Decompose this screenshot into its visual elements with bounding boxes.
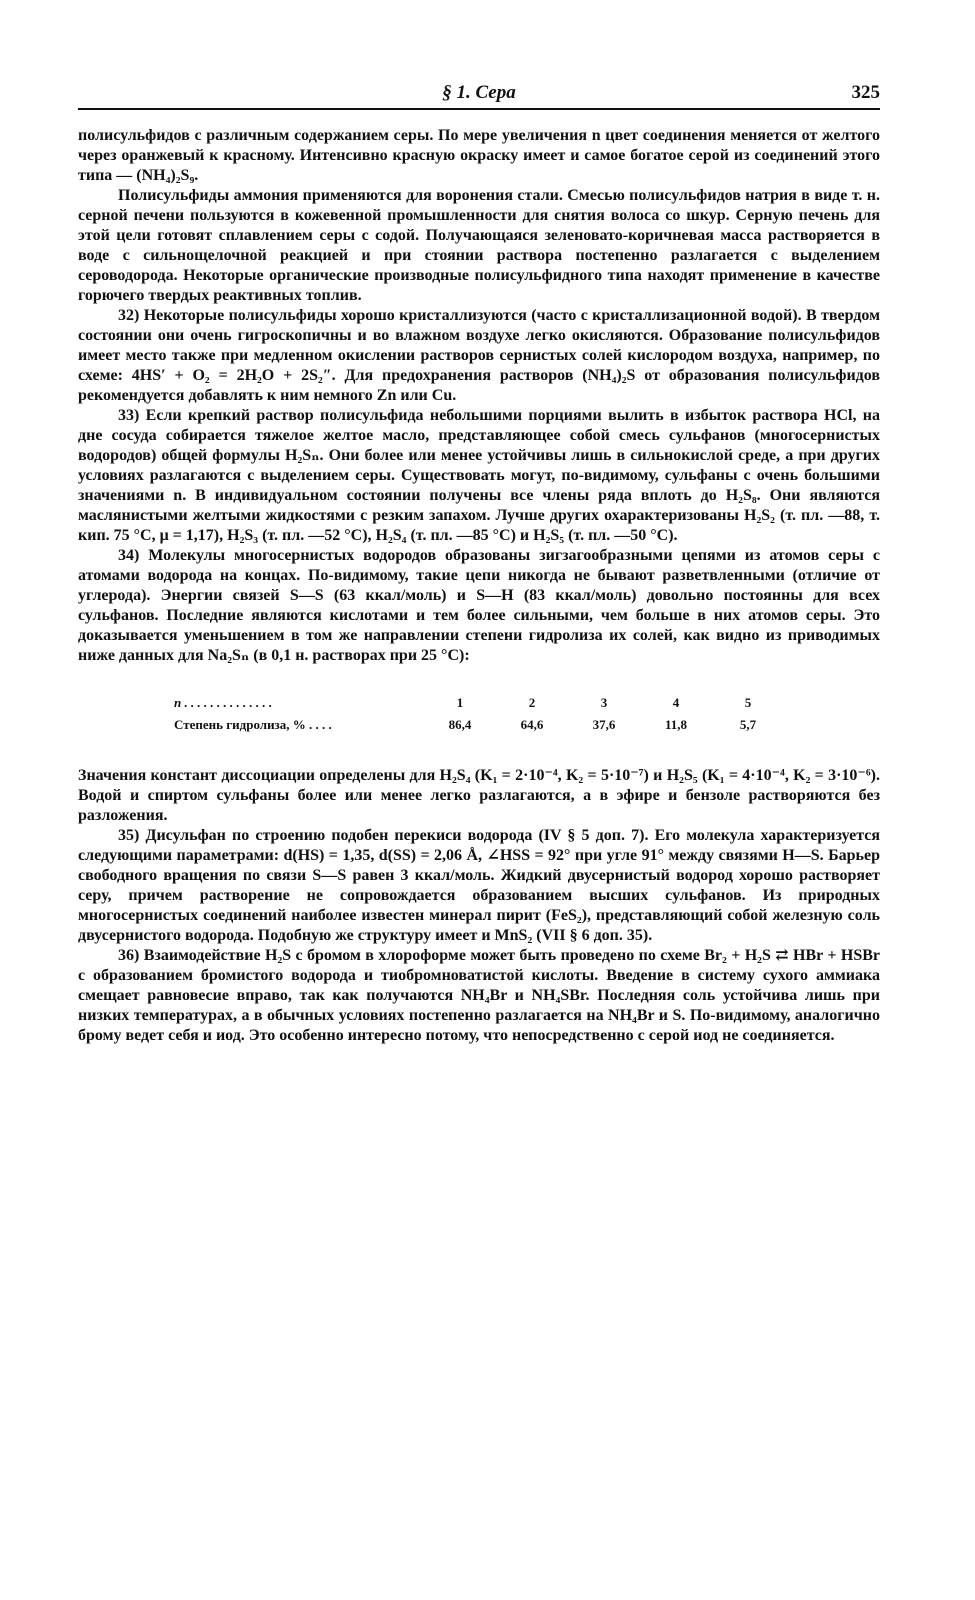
table-row — [174, 692, 880, 714]
table-row-label: n . . . . . . . . . . . . . . — [174, 695, 273, 710]
table-cell: 86,4 — [448, 717, 472, 732]
table-cell: 4 — [672, 695, 680, 710]
table-cell: 5,7 — [739, 717, 757, 732]
paragraph-ammonium-polysulfides: Полисульфиды аммония применяются для воронения стали. Смесью полисульфидов натрия в виде т. н. серной печени пользуются в кожевенной промышленности для снятия волоса со шкур. Серную печень для этой цели готовят сплавлением серы с содой. Получающаяся зеленовато-коричневая масса растворяется в воде с сильнощелочной реакцией и при стоянии раствора постепенно разлагается с выделением сероводорода. Некоторые органические производные полисульфидного типа находят применение в качестве горючего твердых реактивных топлив. — [78, 187, 880, 304]
paragraph-note-33: 33) Если крепкий раствор полисульфида небольшими порциями вылить в избыток раствора HCl, на дне сосуда собирается тяжелое желтое масло, представляющее собой смесь сульфанов (многосернистых водородов) общей формулы H₂Sₙ. Они более или менее устойчивы лишь в сильнокислой среде, а при других условиях разлагаются с выделением серы. Существовать могут, по-видимому, сульфаны с очень большими значениями n. В индивидуальном состоянии получены все члены ряда вплоть до H₂S₈. Они являются маслянистыми желтыми жидкостями с резким запахом. Лучше других охарактеризованы H₂S₂ (т. пл. —88, т. кип. 75 °C, μ = 1,17), H₂S₃ (т. пл. —52 °C), H₂S₄ (т. пл. —85 °C) и H₂S₅ (т. пл. —50 °C). — [78, 407, 880, 544]
paragraph-note-34: 34) Молекулы многосернистых водородов образованы зигзагообразными цепями из атомов серы с атомами водорода на концах. По-видимому, такие цепи никогда не бывают разветвленными (отличие от углерода). Энергии связей S—S (63 ккал/моль) и S—H (83 ккал/моль) довольно постоянны для всех сульфанов. Последние являются кислотами и тем более сильными, чем больше в них атомов серы. Это доказывается уменьшением в том же направлении степени гидролиза их солей, как видно из приводимых ниже данных для Na₂Sₙ (в 0,1 н. растворах при 25 °C): — [78, 547, 880, 664]
table-row-label: Степень гидролиза, % . . . . — [174, 717, 332, 732]
table-cell: 1 — [456, 695, 464, 710]
table-row — [174, 714, 880, 736]
page-header — [78, 78, 880, 110]
paragraph-dissociation-constants: Значения констант диссоциации определены для H₂S₄ (K₁ = 2·10⁻⁴, K₂ = 5·10⁻⁷) и H₂S₅ (K₁ = 4·10⁻⁴, K₂ = 3·10⁻⁶). Водой и спиртом сульфаны более или менее легко разлагаются, а в эфире и бензоле растворяются без разложения. — [78, 767, 880, 824]
hydrolysis-table — [174, 692, 880, 736]
paragraph-continuation: полисульфидов с различным содержанием серы. По мере увеличения n цвет соединения меняется от желтого через оранжевый к красному. Интенсивно красную окраску имеет и самое богатое серой из соединений этого типа — (NH₄)₂S₉. — [78, 127, 880, 184]
table-cell: 3 — [600, 695, 608, 710]
paragraph-note-35: 35) Дисульфан по строению подобен перекиси водорода (IV § 5 доп. 7). Его молекула характеризуется следующими параметрами: d(HS) = 1,35, d(SS) = 2,06 Å, ∠HSS = 92° при угле 91° между связями H—S. Барьер свободного вращения по связи S—S равен 3 ккал/моль. Жидкий двусернистый водород хорошо растворяет серу, причем растворение не сопровождается образованием высших сульфанов. Из природных многосернистых соединений наиболее известен минерал пирит (FeS₂), представляющий собой железную соль двусернистого водорода. Подобную же структуру имеет и MnS₂ (VII § 6 доп. 35). — [78, 827, 880, 944]
page-number: 325 — [851, 82, 880, 103]
section-title: § 1. Сера — [442, 82, 516, 103]
table-cell: 11,8 — [664, 717, 688, 732]
table-cell: 5 — [744, 695, 752, 710]
table-cell: 64,6 — [520, 717, 544, 732]
paragraph-note-36: 36) Взаимодействие H₂S с бромом в хлороформе может быть проведено по схеме Br₂ + H₂S ⇄ HBr + HSBr с образованием бромистого водорода и тиобромноватистой кислоты. Введение в систему сухого аммиака смещает равновесие вправо, так как получаются NH₄Br и NH₄SBr. Последняя соль устойчива лишь при низких температурах, а в обычных условиях постепенно разлагается на NH₄Br и S. По-видимому, аналогично брому ведет себя и иод. Это особенно интересно потому, что непосредственно с серой иод не соединяется. — [78, 947, 880, 1044]
body-text — [78, 126, 880, 1046]
table-cell: 37,6 — [592, 717, 616, 732]
page — [78, 78, 880, 1046]
table-cell: 2 — [528, 695, 536, 710]
paragraph-note-32: 32) Некоторые полисульфиды хорошо кристаллизуются (часто с кристаллизационной водой). В твердом состоянии они очень гигроскопичны и во влажном воздухе легко окисляются. Образование полисульфидов имеет место также при медленном окислении растворов сернистых солей кислородом воздуха, например, по схеме: 4HS′ + O₂ = 2H₂O + 2S₂″. Для предохранения растворов (NH₄)₂S от образования полисульфидов рекомендуется добавлять к ним немного Zn или Cu. — [78, 307, 880, 404]
